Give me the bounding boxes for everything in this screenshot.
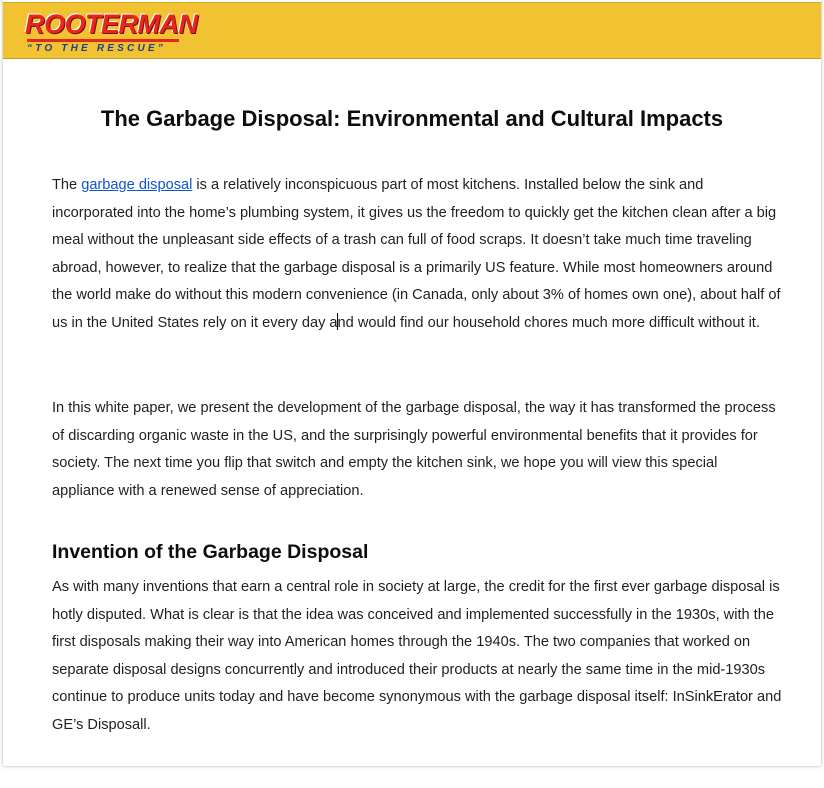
- intro-prefix: The: [52, 177, 82, 193]
- white-paper-paragraph: In this white paper, we present the development of the garbage disposal, the way it has transformed the process of discarding organic waste in the US, and the surprisingly powerful environmental benefits that it provides for society. The next time you flip that switch and empty the kitchen sink, we hope you will view this special appliance with a renewed sense of appreciation.: [52, 400, 776, 499]
- garbage-disposal-link[interactable]: garbage disposal: [81, 177, 193, 193]
- intro-body: is a relatively inconspicuous part of most kitchens. Installed below the sink and incorporated into the home’s plumbing system, it gives us the freedom to quickly get the kitchen clean after a big meal without the unpleasant side effects of a trash can full of food scraps. It doesn’t take much time traveling abroad, however, to realize that the garbage disposal is a primarily US feature. While most homeowners around the world make do without this modern convenience (in Canada, only about 3% of homes own one), about half of us in the United States rely on it every day a: [52, 177, 781, 331]
- logo-underline-icon: [27, 39, 179, 42]
- rooterman-logo[interactable]: [25, 9, 198, 57]
- document-title: The Garbage Disposal: Environmental and Cultural Impacts: [100, 106, 724, 131]
- logo-wordmark: ROOTERMAN: [25, 9, 198, 39]
- document-page: [3, 0, 821, 766]
- section-heading: Invention of the Garbage Disposal: [52, 541, 369, 563]
- intro-body-end: nd would find our household chores much more difficult without it.: [337, 314, 760, 331]
- intro-paragraph: [52, 172, 782, 337]
- invention-paragraph: As with many inventions that earn a central role in society at large, the credit for the first ever garbage disposal is hotly disputed. What is clear is that the idea was conceived and implemented successfully in the 1930s, with the first disposals making their way into American homes through the 1940s. The two companies that worked on separate disposal designs concurrently and introduced their products at nearly the same time in the mid-1930s continue to produce units today and have become synonymous with the garbage disposal itself: InSinkErator and GE’s Disposall.: [52, 579, 782, 733]
- logo-tagline: “TO THE RESCUE”: [27, 43, 166, 54]
- header-band: [3, 2, 821, 59]
